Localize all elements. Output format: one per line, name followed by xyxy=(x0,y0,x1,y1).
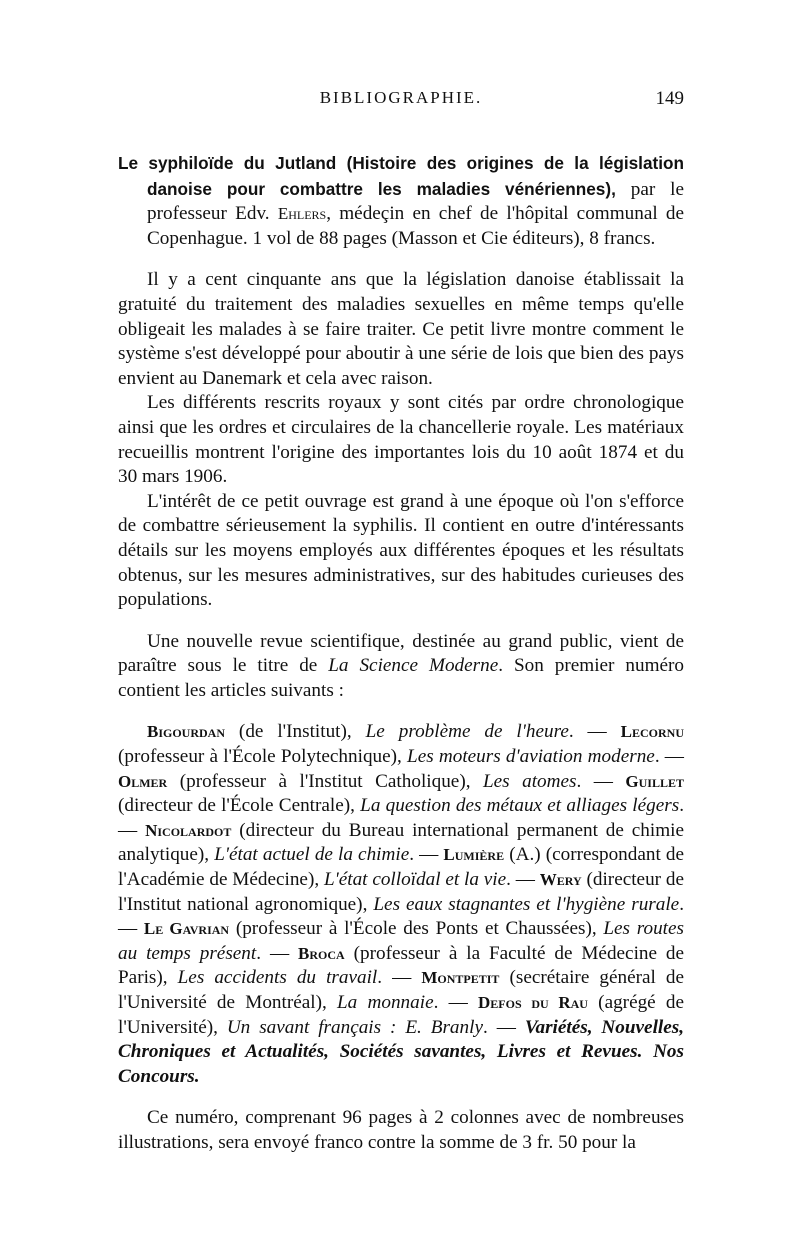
article-title: La question des métaux et alliages légers xyxy=(360,795,680,817)
bibliography-entry xyxy=(118,151,684,251)
article-title: Les eaux stagnantes et l'hygiène rurale xyxy=(373,893,680,915)
separator: . — xyxy=(482,1016,525,1038)
author-name: Lumière xyxy=(443,845,505,865)
spacer xyxy=(118,613,684,630)
journal-title: La Science Moderne xyxy=(328,655,499,677)
review-paragraph-2: Les différents rescrits royaux y sont cités par ordre chronologique ainsi que les ordres et circulaires de la chancellerie royale. Les matériaux recueillis montrent l'origine des importantes lois du 10 août 1874 et du 30 mars 1906. xyxy=(118,392,684,488)
contents-paragraph xyxy=(118,720,684,1089)
author-name: Nicolardot xyxy=(145,820,232,840)
author-role: (secrétaire général de l'Université de Montréal), xyxy=(118,967,685,1013)
article-title: Les atomes xyxy=(482,770,577,792)
announcement-text-end: . Son premier numéro contient les articles suivants : xyxy=(118,655,684,701)
author-name: Le Gavrian xyxy=(143,919,230,939)
author-role: (directeur de l'École Centrale), xyxy=(118,795,361,817)
page-number: 149 xyxy=(655,88,684,109)
separator: . — xyxy=(409,844,444,866)
article-title: Les accidents du travail xyxy=(177,967,378,989)
author-role: (professeur à l'École Polytechnique), xyxy=(118,746,408,768)
page-header xyxy=(118,88,684,118)
separator: . — xyxy=(256,942,299,964)
author-role: (professeur à la Faculté de Médecine de Paris), xyxy=(118,942,685,989)
author-name: Wery xyxy=(539,870,582,890)
author-name: Guillet xyxy=(625,771,684,791)
author-name: Defos du Rau xyxy=(478,993,588,1012)
article-title: L'état actuel de la chimie xyxy=(214,844,410,866)
closing-paragraph: Ce numéro, comprenant 96 pages à 2 colonnes avec de nombreuses illustrations, sera envoyé franco contre la somme de 3 fr. 50 pour la xyxy=(118,1107,684,1153)
author-name: Broca xyxy=(298,943,345,963)
separator: . — xyxy=(377,967,422,989)
author-role: (professeur à l'Institut Catholique), xyxy=(167,770,483,792)
separator: . — xyxy=(506,869,540,891)
separator: . — xyxy=(118,795,684,841)
separator: . — xyxy=(654,746,684,768)
spacer xyxy=(118,251,684,268)
author-role: (agrégé de l'Université), xyxy=(118,992,685,1038)
separator: . — xyxy=(433,992,479,1013)
author-name: Bigourdan xyxy=(147,722,226,742)
running-head: BIBLIOGRAPHIE. xyxy=(319,88,483,107)
spacer xyxy=(118,1089,684,1106)
entry-author: Ehlers xyxy=(277,204,327,224)
entry-details: , médeçin en chef de l'hôpital communal de Copenhague. 1 vol de 88 pages (Masson et Cie éditeurs), 8 francs. xyxy=(147,203,685,249)
announcement-text: Une nouvelle revue scientifique, destinée au grand public, vient de paraître sous le titre de xyxy=(118,630,684,677)
article-title: Les moteurs d'aviation moderne xyxy=(407,746,655,768)
entry-intro: par le professeur Edv. xyxy=(147,178,685,225)
review-paragraph-3: L'intérêt de ce petit ouvrage est grand à une époque où l'on s'efforce de combattre sérieusement la syphilis. Il contient en outre d'intéressants détails sur les moyens employés aux différentes époques et les résultats obtenus, sur les mesures administratives, sur des habitudes curieuses des populations. xyxy=(118,490,684,611)
announcement-paragraph xyxy=(118,630,684,704)
article-title: La monnaie xyxy=(337,992,434,1013)
separator: . — xyxy=(118,893,684,940)
author-name: Olmer xyxy=(118,771,168,791)
page-body xyxy=(118,151,684,1156)
author-name: Lecornu xyxy=(620,722,685,742)
author-role: (de l'Institut), xyxy=(225,721,366,743)
article-title: Un savant français : E. Branly xyxy=(226,1016,483,1038)
author-role: (directeur du Bureau international permanent de chimie analytique), xyxy=(118,819,684,866)
author-role: (A.) (correspondant de l'Académie de Médecine), xyxy=(118,844,685,891)
article-title: L'état colloïdal et la vie xyxy=(323,869,507,891)
review-paragraph-1: Il y a cent cinquante ans que la législation danoise établissait la gratuité du traitement des maladies sexuelles en même temps qu'elle obligeait les malades à se faire traiter. Ce petit livre montre comment le système s'est développé pour aboutir à une série de lois que bien des pays envient au Danemark et cela avec raison. xyxy=(118,269,684,389)
article-title: Le problème de l'heure xyxy=(365,721,569,743)
separator: . — xyxy=(576,770,626,792)
author-role: (professeur à l'École des Ponts et Chaussées), xyxy=(229,918,604,940)
article-title: Les routes au temps présent xyxy=(118,918,684,964)
separator: . — xyxy=(568,721,621,743)
author-name: Montpetit xyxy=(421,968,500,988)
rubrics-list: Variétés, Nouvelles, Chroniques et Actualités, Sociétés savantes, Livres et Revues. Nos Concours. xyxy=(118,1016,685,1087)
spacer xyxy=(118,703,684,720)
author-role: (directeur de l'Institut national agronomique), xyxy=(118,869,684,915)
entry-title: Le syphiloïde du Jutland (Histoire des origines de la législation danoise pour combattre les maladies vénériennes), xyxy=(118,153,684,199)
